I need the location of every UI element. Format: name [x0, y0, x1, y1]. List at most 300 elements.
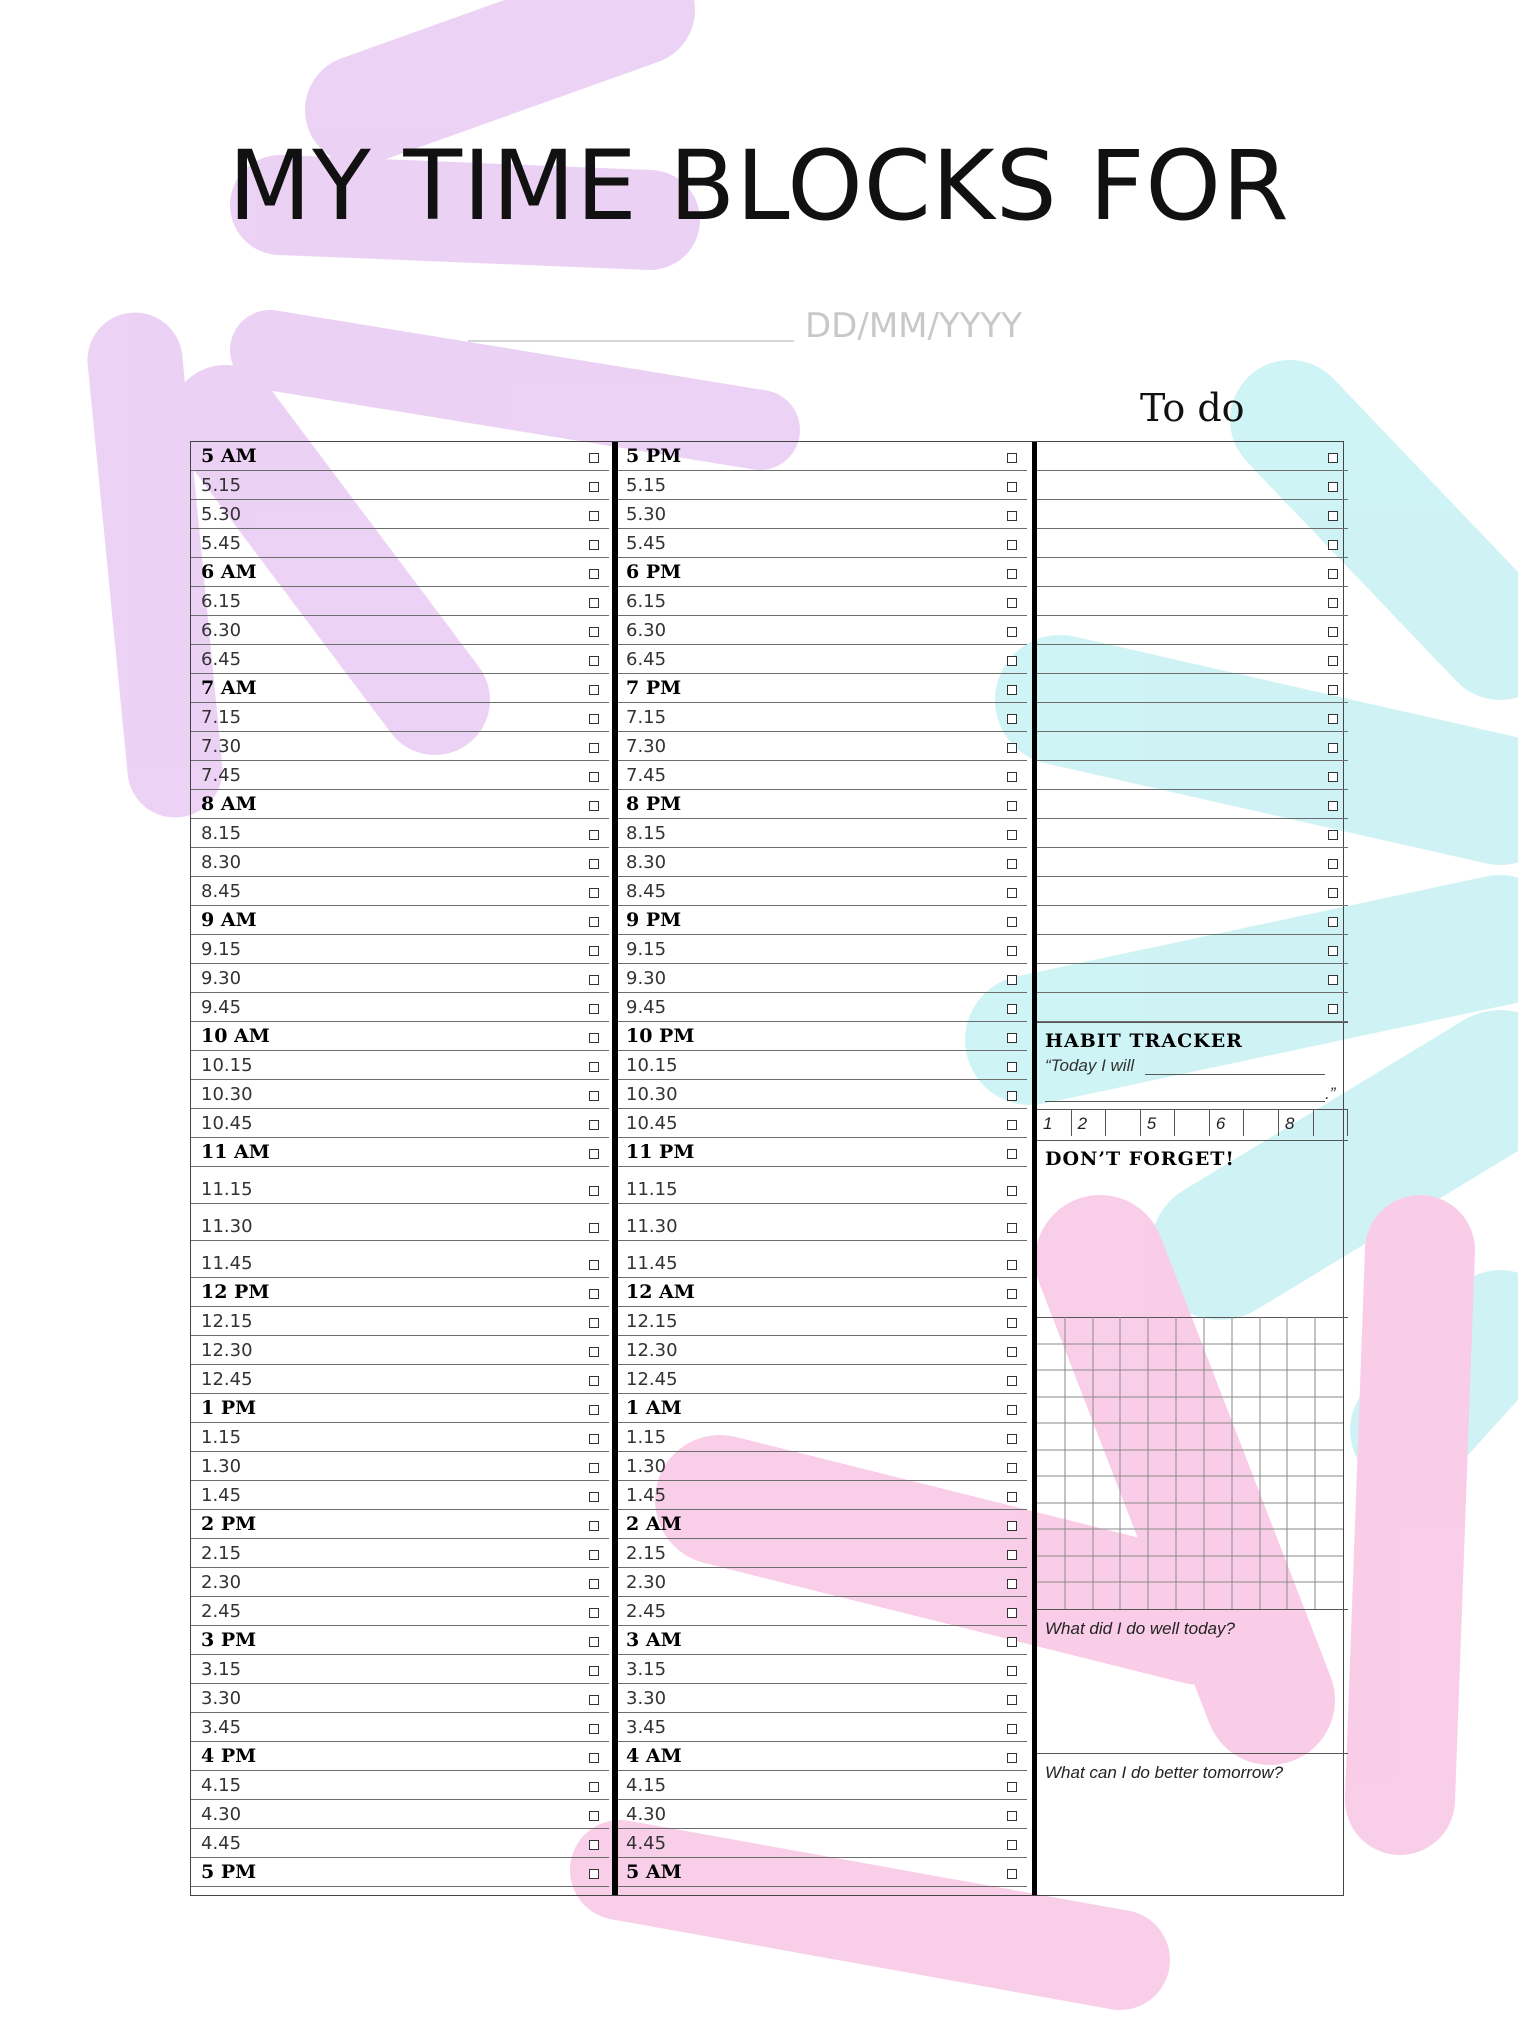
time-slot-row[interactable] — [191, 1204, 609, 1241]
time-slot-row[interactable] — [191, 1539, 609, 1568]
time-slot-label: 7.15 — [626, 707, 667, 728]
time-slot-row[interactable] — [191, 1684, 609, 1713]
habit-number-cell[interactable]: 1 — [1037, 1109, 1072, 1136]
time-slot-label: 5.15 — [626, 475, 667, 496]
checkbox-icon[interactable] — [1328, 511, 1338, 521]
checkbox-icon[interactable] — [1007, 946, 1017, 956]
time-slot-label: 2.45 — [201, 1601, 242, 1622]
time-slot-row[interactable] — [616, 1684, 1027, 1713]
checkbox-icon[interactable] — [589, 1782, 599, 1792]
checkbox-icon[interactable] — [1328, 714, 1338, 724]
checkbox-icon[interactable] — [1007, 772, 1017, 782]
time-slot-label: 6.30 — [201, 620, 242, 641]
time-slot-row[interactable] — [616, 558, 1027, 587]
time-slot-row[interactable] — [191, 1138, 609, 1167]
checkbox-icon[interactable] — [1007, 569, 1017, 579]
time-slot-row[interactable] — [191, 674, 609, 703]
todo-row[interactable] — [1037, 993, 1348, 1022]
checkbox-icon[interactable] — [1328, 772, 1338, 782]
time-slot-label: 2.15 — [626, 1543, 667, 1564]
time-slot-label: 1 PM — [201, 1397, 257, 1419]
checkbox-icon[interactable] — [1007, 1753, 1017, 1763]
time-slot-row[interactable] — [191, 1626, 609, 1655]
time-slot-row[interactable] — [191, 1800, 609, 1829]
todo-row[interactable] — [1037, 935, 1348, 964]
habit-tracker-title: HABIT TRACKER — [1045, 1030, 1243, 1052]
time-slot-row[interactable] — [191, 1568, 609, 1597]
time-slot-row[interactable] — [616, 1655, 1027, 1684]
time-slot-label: 4.30 — [201, 1804, 242, 1825]
checkbox-icon[interactable] — [589, 1376, 599, 1386]
checkbox-icon[interactable] — [1007, 830, 1017, 840]
todo-row[interactable] — [1037, 500, 1348, 529]
checkbox-icon[interactable] — [1007, 1186, 1017, 1196]
time-slot-row[interactable] — [616, 1452, 1027, 1481]
time-slot-row[interactable] — [191, 442, 609, 471]
habit-quote-line-2[interactable] — [1045, 1101, 1325, 1102]
time-slot-row[interactable] — [616, 1423, 1027, 1452]
time-slot-label: 11 PM — [626, 1141, 695, 1163]
checkbox-icon[interactable] — [1007, 1223, 1017, 1233]
checkbox-icon[interactable] — [589, 1840, 599, 1850]
checkbox-icon[interactable] — [1007, 482, 1017, 492]
habit-quote-end: .” — [1325, 1084, 1336, 1103]
time-slot-row[interactable] — [616, 674, 1027, 703]
time-slot-row[interactable] — [616, 1241, 1027, 1278]
time-slot-label: 8.45 — [626, 881, 667, 902]
habit-number-cell[interactable] — [1106, 1109, 1141, 1136]
time-slot-row[interactable] — [191, 964, 609, 993]
checkbox-icon[interactable] — [1328, 598, 1338, 608]
checkbox-icon[interactable] — [589, 482, 599, 492]
checkbox-icon[interactable] — [1007, 1608, 1017, 1618]
time-slot-label: 2.45 — [626, 1601, 667, 1622]
time-slot-label: 11.45 — [626, 1253, 678, 1274]
habit-number-cell[interactable]: 8 — [1279, 1109, 1314, 1136]
checkbox-icon[interactable] — [1328, 917, 1338, 927]
habit-number-cell[interactable]: 5 — [1141, 1109, 1176, 1136]
checkbox-icon[interactable] — [1007, 888, 1017, 898]
time-slot-label: 10.30 — [201, 1084, 253, 1105]
time-slot-row[interactable] — [616, 732, 1027, 761]
time-slot-row[interactable] — [191, 761, 609, 790]
checkbox-icon[interactable] — [589, 1260, 599, 1270]
time-slot-label: 12.15 — [626, 1311, 678, 1332]
time-slot-row[interactable] — [616, 1278, 1027, 1307]
checkbox-icon[interactable] — [589, 1091, 599, 1101]
time-slot-row[interactable] — [191, 1481, 609, 1510]
checkbox-icon[interactable] — [589, 1186, 599, 1196]
time-slot-row[interactable] — [191, 1109, 609, 1138]
time-slot-label: 7.30 — [201, 736, 242, 757]
checkbox-icon[interactable] — [1007, 453, 1017, 463]
time-slot-row[interactable] — [191, 1365, 609, 1394]
checkbox-icon[interactable] — [589, 1753, 599, 1763]
todo-row[interactable] — [1037, 558, 1348, 587]
time-slot-row[interactable] — [191, 471, 609, 500]
checkbox-icon[interactable] — [589, 1637, 599, 1647]
time-slot-row[interactable] — [616, 1858, 1027, 1887]
todo-row[interactable] — [1037, 819, 1348, 848]
checkbox-icon[interactable] — [589, 1347, 599, 1357]
checkbox-icon[interactable] — [1007, 1695, 1017, 1705]
time-slot-row[interactable] — [191, 1080, 609, 1109]
time-slot-row[interactable] — [616, 1626, 1027, 1655]
time-slot-label: 5.30 — [201, 504, 242, 525]
checkbox-icon[interactable] — [1007, 1637, 1017, 1647]
time-slot-row[interactable] — [191, 529, 609, 558]
checkbox-icon[interactable] — [1007, 540, 1017, 550]
time-slot-row[interactable] — [191, 1051, 609, 1080]
time-slot-row[interactable] — [191, 1510, 609, 1539]
checkbox-icon[interactable] — [589, 569, 599, 579]
checkbox-icon[interactable] — [1328, 975, 1338, 985]
time-slot-row[interactable] — [191, 1771, 609, 1800]
time-slot-label: 9.30 — [201, 968, 242, 989]
todo-row[interactable] — [1037, 587, 1348, 616]
time-slot-label: 8.15 — [626, 823, 667, 844]
checkbox-icon[interactable] — [1007, 1062, 1017, 1072]
checkbox-icon[interactable] — [1007, 1318, 1017, 1328]
checkbox-icon[interactable] — [1007, 1579, 1017, 1589]
checkbox-icon[interactable] — [1007, 685, 1017, 695]
checkbox-icon[interactable] — [589, 772, 599, 782]
checkbox-icon[interactable] — [589, 1149, 599, 1159]
checkbox-icon[interactable] — [1007, 1550, 1017, 1560]
time-slot-row[interactable] — [191, 645, 609, 674]
time-slot-label: 6 PM — [626, 561, 682, 583]
checkbox-icon[interactable] — [1007, 598, 1017, 608]
time-slot-row[interactable] — [616, 964, 1027, 993]
time-slot-row[interactable] — [616, 1080, 1027, 1109]
checkbox-icon[interactable] — [589, 1521, 599, 1531]
time-slot-label: 5.45 — [201, 533, 242, 554]
time-slot-row[interactable] — [616, 848, 1027, 877]
time-slot-label: 3 AM — [626, 1629, 682, 1651]
time-slot-label: 6.45 — [201, 649, 242, 670]
time-slot-row[interactable] — [191, 500, 609, 529]
checkbox-icon[interactable] — [589, 1434, 599, 1444]
checkbox-icon[interactable] — [1328, 627, 1338, 637]
checkbox-icon[interactable] — [589, 1869, 599, 1879]
time-slot-row[interactable] — [616, 587, 1027, 616]
habit-number-cell[interactable] — [1244, 1109, 1279, 1136]
time-slot-row[interactable] — [616, 790, 1027, 819]
checkbox-icon[interactable] — [589, 1463, 599, 1473]
time-slot-row[interactable] — [191, 1597, 609, 1626]
checkbox-icon[interactable] — [1328, 888, 1338, 898]
time-slot-label: 7.45 — [626, 765, 667, 786]
checkbox-icon[interactable] — [589, 511, 599, 521]
time-slot-row[interactable] — [191, 1307, 609, 1336]
habit-number-cell[interactable]: 2 — [1072, 1109, 1107, 1136]
time-slot-label: 5 PM — [201, 1861, 257, 1883]
checkbox-icon[interactable] — [1328, 685, 1338, 695]
time-slot-row[interactable] — [191, 1241, 609, 1278]
checkbox-icon[interactable] — [1007, 1492, 1017, 1502]
time-slot-label: 4.45 — [626, 1833, 667, 1854]
checkbox-icon[interactable] — [1328, 946, 1338, 956]
checkbox-icon[interactable] — [1007, 714, 1017, 724]
checkbox-icon[interactable] — [1328, 801, 1338, 811]
checkbox-icon[interactable] — [589, 1724, 599, 1734]
checkbox-icon[interactable] — [589, 743, 599, 753]
checkbox-icon[interactable] — [589, 1811, 599, 1821]
time-slot-row[interactable] — [616, 1138, 1027, 1167]
checkbox-icon[interactable] — [589, 1695, 599, 1705]
checkbox-icon[interactable] — [589, 975, 599, 985]
time-slot-row[interactable] — [616, 1713, 1027, 1742]
checkbox-icon[interactable] — [589, 1062, 599, 1072]
todo-row[interactable] — [1037, 906, 1348, 935]
time-slot-row[interactable] — [616, 761, 1027, 790]
time-slot-row[interactable] — [616, 645, 1027, 674]
time-slot-label: 10 PM — [626, 1025, 695, 1047]
time-slot-label: 10 AM — [201, 1025, 270, 1047]
todo-row[interactable] — [1037, 848, 1348, 877]
checkbox-icon[interactable] — [589, 540, 599, 550]
time-slot-label: 3.45 — [201, 1717, 242, 1738]
time-slot-label: 4 AM — [626, 1745, 682, 1767]
time-slot-row[interactable] — [616, 1829, 1027, 1858]
todo-row[interactable] — [1037, 529, 1348, 558]
checkbox-icon[interactable] — [1007, 1260, 1017, 1270]
planner-grid — [190, 441, 1344, 1896]
reflection-question-better: What can I do better tomorrow? — [1045, 1763, 1284, 1782]
reflection-better — [1037, 1753, 1348, 1895]
time-slot-row[interactable] — [191, 848, 609, 877]
checkbox-icon[interactable] — [1007, 859, 1017, 869]
checkbox-icon[interactable] — [1328, 482, 1338, 492]
checkbox-icon[interactable] — [1007, 1869, 1017, 1879]
time-slot-row[interactable] — [191, 790, 609, 819]
time-slot-row[interactable] — [191, 1742, 609, 1771]
time-slot-label: 10.45 — [626, 1113, 678, 1134]
date-input-line[interactable] — [468, 340, 794, 342]
checkbox-icon[interactable] — [1007, 511, 1017, 521]
time-slot-row[interactable] — [191, 819, 609, 848]
time-slot-row[interactable] — [616, 1365, 1027, 1394]
todo-row[interactable] — [1037, 645, 1348, 674]
time-slot-row[interactable] — [616, 1539, 1027, 1568]
checkbox-icon[interactable] — [589, 656, 599, 666]
habit-number-row — [1037, 1109, 1348, 1136]
checkbox-icon[interactable] — [589, 917, 599, 927]
checkbox-icon[interactable] — [1328, 540, 1338, 550]
checkbox-icon[interactable] — [589, 685, 599, 695]
time-slot-label: 4 PM — [201, 1745, 257, 1767]
time-slot-row[interactable] — [616, 1307, 1027, 1336]
time-slot-label: 9.30 — [626, 968, 667, 989]
todo-row[interactable] — [1037, 471, 1348, 500]
time-slot-row[interactable] — [191, 558, 609, 587]
time-slot-row[interactable] — [616, 819, 1027, 848]
time-slot-row[interactable] — [191, 1022, 609, 1051]
time-slot-row[interactable] — [191, 703, 609, 732]
checkbox-icon[interactable] — [1007, 801, 1017, 811]
checkbox-icon[interactable] — [1007, 1434, 1017, 1444]
time-slot-row[interactable] — [191, 1655, 609, 1684]
time-slot-row[interactable] — [616, 1051, 1027, 1080]
time-slot-row[interactable] — [616, 1481, 1027, 1510]
time-slot-row[interactable] — [616, 1204, 1027, 1241]
checkbox-icon[interactable] — [1007, 1347, 1017, 1357]
checkbox-icon[interactable] — [589, 946, 599, 956]
checkbox-icon[interactable] — [589, 1579, 599, 1589]
checkbox-icon[interactable] — [589, 1289, 599, 1299]
time-slot-row[interactable] — [616, 703, 1027, 732]
habit-number-cell[interactable] — [1175, 1109, 1210, 1136]
checkbox-icon[interactable] — [1007, 1463, 1017, 1473]
todo-row[interactable] — [1037, 790, 1348, 819]
checkbox-icon[interactable] — [589, 888, 599, 898]
checkbox-icon[interactable] — [1007, 1091, 1017, 1101]
todo-row[interactable] — [1037, 616, 1348, 645]
todo-row[interactable] — [1037, 442, 1348, 471]
time-slot-row[interactable] — [191, 732, 609, 761]
checkbox-icon[interactable] — [589, 1033, 599, 1043]
checkbox-icon[interactable] — [1328, 453, 1338, 463]
time-slot-label: 5.30 — [626, 504, 667, 525]
time-slot-row[interactable] — [616, 906, 1027, 935]
time-slot-row[interactable] — [616, 1109, 1027, 1138]
checkbox-icon[interactable] — [1007, 656, 1017, 666]
checkbox-icon[interactable] — [589, 453, 599, 463]
checkbox-icon[interactable] — [1328, 656, 1338, 666]
checkbox-icon[interactable] — [589, 1608, 599, 1618]
time-slot-row[interactable] — [616, 1597, 1027, 1626]
checkbox-icon[interactable] — [1007, 917, 1017, 927]
checkbox-icon[interactable] — [1328, 1004, 1338, 1014]
todo-row[interactable] — [1037, 732, 1348, 761]
time-slot-row[interactable] — [191, 877, 609, 906]
time-slot-row[interactable] — [191, 616, 609, 645]
time-slot-label: 11.15 — [626, 1179, 678, 1200]
checkbox-icon[interactable] — [1007, 1120, 1017, 1130]
habit-quote-line[interactable] — [1145, 1074, 1325, 1075]
time-slot-row[interactable] — [191, 1278, 609, 1307]
time-slot-row[interactable] — [191, 1452, 609, 1481]
checkbox-icon[interactable] — [1007, 1033, 1017, 1043]
time-slot-row[interactable] — [616, 935, 1027, 964]
time-slot-row[interactable] — [616, 616, 1027, 645]
checkbox-icon[interactable] — [589, 1666, 599, 1676]
checkbox-icon[interactable] — [589, 859, 599, 869]
checkbox-icon[interactable] — [1007, 1289, 1017, 1299]
time-slot-row[interactable] — [616, 1568, 1027, 1597]
time-slot-row[interactable] — [191, 1858, 609, 1887]
checkbox-icon[interactable] — [1007, 1004, 1017, 1014]
time-slot-row[interactable] — [616, 1510, 1027, 1539]
checkbox-icon[interactable] — [1007, 1724, 1017, 1734]
habit-grid[interactable] — [1037, 1317, 1343, 1609]
time-slot-label: 1.15 — [201, 1427, 242, 1448]
time-slot-label: 11.45 — [201, 1253, 253, 1274]
checkbox-icon[interactable] — [1007, 1840, 1017, 1850]
time-slot-row[interactable] — [616, 1167, 1027, 1204]
checkbox-icon[interactable] — [589, 1223, 599, 1233]
time-slot-row[interactable] — [616, 877, 1027, 906]
time-slot-row[interactable] — [616, 1394, 1027, 1423]
checkbox-icon[interactable] — [589, 627, 599, 637]
checkbox-icon[interactable] — [1328, 569, 1338, 579]
checkbox-icon[interactable] — [589, 1004, 599, 1014]
checkbox-icon[interactable] — [1007, 1149, 1017, 1159]
time-slot-row[interactable] — [616, 529, 1027, 558]
time-slot-row[interactable] — [616, 1771, 1027, 1800]
time-slot-label: 4.30 — [626, 1804, 667, 1825]
todo-row[interactable] — [1037, 761, 1348, 790]
time-slot-row[interactable] — [191, 1336, 609, 1365]
checkbox-icon[interactable] — [1007, 1666, 1017, 1676]
todo-row[interactable] — [1037, 674, 1348, 703]
time-slot-row[interactable] — [616, 1336, 1027, 1365]
todo-row[interactable] — [1037, 877, 1348, 906]
checkbox-icon[interactable] — [1328, 830, 1338, 840]
time-slot-row[interactable] — [616, 993, 1027, 1022]
checkbox-icon[interactable] — [1007, 1521, 1017, 1531]
todo-row[interactable] — [1037, 964, 1348, 993]
time-slot-row[interactable] — [191, 587, 609, 616]
checkbox-icon[interactable] — [1007, 1811, 1017, 1821]
habit-number-cell[interactable] — [1314, 1109, 1349, 1136]
time-slot-label: 11.30 — [201, 1216, 253, 1237]
checkbox-icon[interactable] — [1007, 1405, 1017, 1415]
checkbox-icon[interactable] — [1007, 627, 1017, 637]
time-slot-label: 7.30 — [626, 736, 667, 757]
checkbox-icon[interactable] — [1328, 859, 1338, 869]
time-slot-label: 12.15 — [201, 1311, 253, 1332]
checkbox-icon[interactable] — [589, 1492, 599, 1502]
time-slot-label: 7 PM — [626, 677, 682, 699]
time-slot-row[interactable] — [191, 935, 609, 964]
time-slot-row[interactable] — [616, 500, 1027, 529]
time-slot-row[interactable] — [616, 1800, 1027, 1829]
time-slot-row[interactable] — [191, 1167, 609, 1204]
time-slot-row[interactable] — [191, 1713, 609, 1742]
checkbox-icon[interactable] — [589, 1550, 599, 1560]
time-slot-label: 12 AM — [626, 1281, 695, 1303]
time-slot-label: 6 AM — [201, 561, 257, 583]
time-slot-label: 4.15 — [201, 1775, 242, 1796]
checkbox-icon[interactable] — [1007, 1782, 1017, 1792]
checkbox-icon[interactable] — [1007, 975, 1017, 985]
checkbox-icon[interactable] — [1007, 743, 1017, 753]
time-slot-label: 9 AM — [201, 909, 257, 931]
time-slot-row[interactable] — [191, 993, 609, 1022]
checkbox-icon[interactable] — [589, 801, 599, 811]
checkbox-icon[interactable] — [589, 1120, 599, 1130]
checkbox-icon[interactable] — [589, 1318, 599, 1328]
checkbox-icon[interactable] — [589, 1405, 599, 1415]
habit-number-cell[interactable]: 6 — [1210, 1109, 1245, 1136]
time-slot-row[interactable] — [191, 1829, 609, 1858]
checkbox-icon[interactable] — [589, 830, 599, 840]
time-slot-row[interactable] — [191, 1423, 609, 1452]
time-slot-row[interactable] — [616, 1022, 1027, 1051]
time-slot-row[interactable] — [616, 442, 1027, 471]
time-slot-label: 7 AM — [201, 677, 257, 699]
time-slot-row[interactable] — [616, 471, 1027, 500]
time-slot-row[interactable] — [616, 1742, 1027, 1771]
time-slot-row[interactable] — [191, 906, 609, 935]
checkbox-icon[interactable] — [589, 598, 599, 608]
checkbox-icon[interactable] — [1328, 743, 1338, 753]
checkbox-icon[interactable] — [1007, 1376, 1017, 1386]
time-slot-row[interactable] — [191, 1394, 609, 1423]
todo-row[interactable] — [1037, 703, 1348, 732]
checkbox-icon[interactable] — [589, 714, 599, 724]
